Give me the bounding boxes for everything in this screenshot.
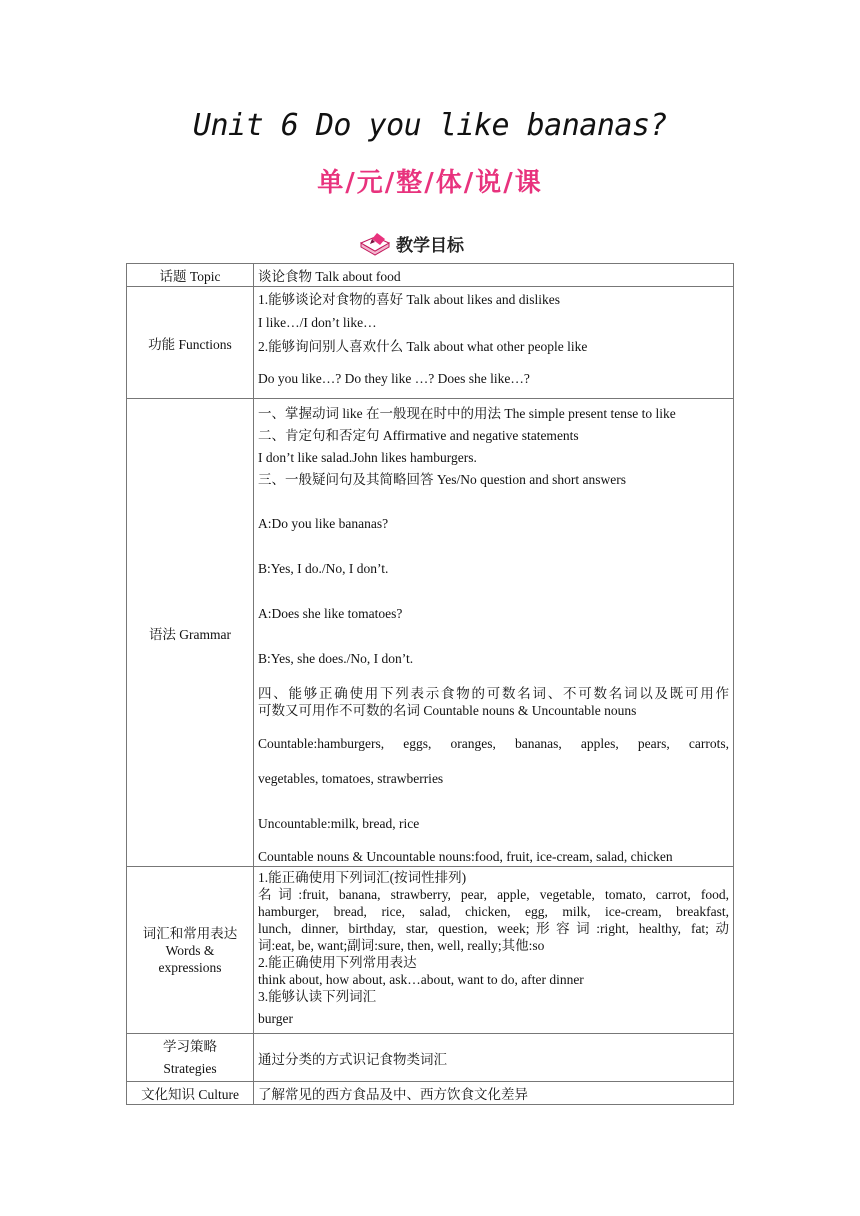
words-line: burger: [258, 1011, 293, 1026]
grammar-line: 二、肯定句和否定句 Affirmative and negative statements: [258, 428, 579, 443]
functions-label: 功能 Functions: [127, 287, 254, 399]
grammar-line: 一、掌握动词 like 在一般现在时中的用法 The simple present tense to like: [258, 406, 676, 421]
words-label-line: Words &: [165, 942, 215, 958]
words-label: [127, 867, 254, 1034]
grammar-line: I don’t like salad.John likes hamburgers.: [258, 450, 477, 465]
strategies-label-line: Strategies: [163, 1060, 217, 1076]
grammar-content: [254, 399, 734, 867]
section-label: 教学目标: [396, 235, 464, 256]
words-label-line: expressions: [158, 959, 222, 975]
functions-line: Do you like…? Do they like …? Does she like…?: [258, 370, 530, 386]
culture-content: 了解常见的西方食品及中、西方饮食文化差异: [254, 1082, 734, 1105]
book-pencil-icon: [358, 229, 392, 257]
culture-label: 文化知识 Culture: [127, 1082, 254, 1105]
words-line: 1.能正确使用下列词汇(按词性排列): [258, 870, 467, 885]
table-row-grammar: [127, 399, 734, 867]
teaching-goals-table: [126, 263, 734, 1105]
grammar-line: B:Yes, I do./No, I don’t.: [258, 561, 389, 576]
strategies-label: [127, 1034, 254, 1082]
section-heading: [358, 228, 464, 258]
table-row-functions: [127, 287, 734, 399]
grammar-line: vegetables, tomatoes, strawberries: [258, 771, 444, 786]
table-row-strategies: [127, 1034, 734, 1082]
table-row-words: [127, 867, 734, 1034]
table-row-topic: [127, 264, 734, 287]
grammar-line: A:Do you like bananas?: [258, 516, 389, 531]
words-line: hamburger, bread, rice, salad, chicken, egg, milk, ice-cream, breakfast,: [258, 904, 729, 919]
grammar-line: Countable:hamburgers, eggs, oranges, bananas, apples, pears, carrots,: [258, 736, 729, 751]
table-row-culture: [127, 1082, 734, 1105]
grammar-line: B:Yes, she does./No, I don’t.: [258, 651, 414, 666]
grammar-label: 语法 Grammar: [127, 399, 254, 867]
words-line: 2.能正确使用下列常用表达: [258, 955, 417, 970]
functions-line: 1.能够谈论对食物的喜好 Talk about likes and dislikes: [258, 291, 561, 307]
grammar-line: 三、一般疑问句及其简略回答 Yes/No question and short answers: [258, 472, 626, 487]
functions-content: [254, 287, 734, 399]
grammar-line: A:Does she like tomatoes?: [258, 606, 403, 621]
words-line: 名词:fruit, banana, strawberry, pear, apple, vegetable, tomato, carrot, food,: [258, 887, 729, 902]
functions-line: I like…/I don’t like…: [258, 314, 377, 330]
grammar-line: Uncountable:milk, bread, rice: [258, 816, 420, 831]
functions-line: 2.能够询问别人喜欢什么 Talk about what other people like: [258, 338, 588, 354]
grammar-line: Countable nouns & Uncountable nouns:food, fruit, ice-cream, salad, chicken: [258, 849, 673, 864]
words-line: think about, how about, ask…about, want to do, after dinner: [258, 972, 584, 987]
words-line: 3.能够认读下列词汇: [258, 989, 377, 1004]
grammar-line: 可数又可用作不可数的名词 Countable nouns & Uncountable nouns: [258, 703, 637, 718]
words-line: lunch, dinner, birthday, star, question, week;形容词:right, healthy, fat;动: [258, 921, 729, 936]
page-subtitle: 单/元/整/体/说/课: [317, 168, 543, 198]
strategies-content: 通过分类的方式识记食物类词汇: [254, 1034, 734, 1082]
page-title: Unit 6 Do you like bananas?: [192, 108, 668, 143]
topic-content: 谈论食物 Talk about food: [254, 264, 734, 287]
topic-label: 话题 Topic: [127, 264, 254, 287]
strategies-label-line: 学习策略: [163, 1038, 217, 1054]
words-line: 词:eat, be, want;副词:sure, then, well, really;其他:so: [258, 938, 545, 953]
words-label-line: 词汇和常用表达: [142, 925, 238, 941]
words-content: [254, 867, 734, 1034]
grammar-line: 四、能够正确使用下列表示食物的可数名词、不可数名词以及既可用作: [258, 686, 729, 701]
